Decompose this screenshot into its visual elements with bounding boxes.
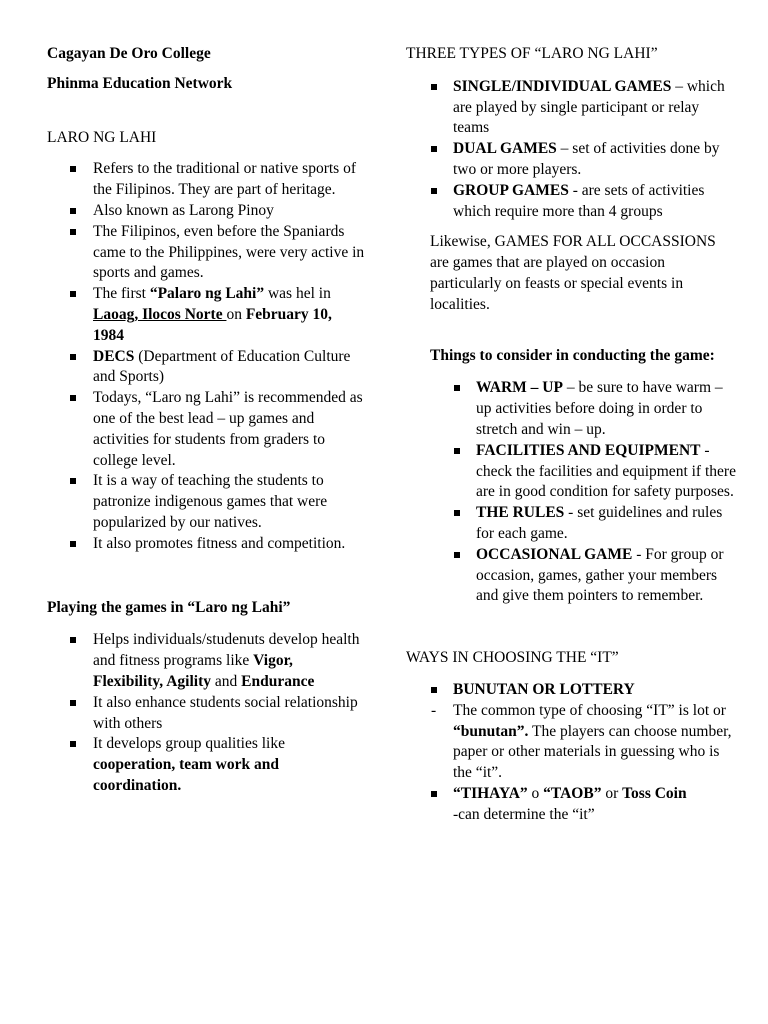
text: (Department of Education Culture and Sports) xyxy=(93,347,351,386)
three-types-list xyxy=(406,77,736,223)
bold-text: THE RULES xyxy=(476,504,565,522)
square-bullet-icon xyxy=(70,478,76,484)
text: – set of activities done by two or more players. xyxy=(453,140,720,178)
left-column xyxy=(47,0,365,797)
playing-games-list xyxy=(47,630,365,796)
bold-text: GROUP GAMES xyxy=(453,181,569,199)
bold-text: DUAL GAMES xyxy=(453,140,557,158)
list-item xyxy=(47,630,365,692)
text: Helps individuals/studenuts develop health and fitness programs like xyxy=(93,631,360,670)
bold-text: Vigor, Flexibility, Agility xyxy=(93,652,293,690)
likewise-paragraph: Likewise, GAMES FOR ALL OCCASSIONS are games that are played on occasion particularly on feasts or special events in localities. xyxy=(430,233,716,313)
bold-text: SINGLE/INDIVIDUAL GAMES xyxy=(453,77,672,95)
bold-text: DECS xyxy=(93,347,135,365)
text: It develops group qualities like xyxy=(93,735,285,753)
text: The Filipinos, even before the Spaniards came to the Philippines, were very active in sports and games. xyxy=(93,222,365,282)
section-heading-ways-choosing-it: WAYS IN CHOOSING THE “IT” xyxy=(406,649,619,667)
text: - are sets of activities which require more than 4 groups xyxy=(453,181,705,220)
square-bullet-icon xyxy=(70,395,76,401)
list-item xyxy=(47,693,365,735)
square-bullet-icon xyxy=(431,188,437,194)
text: The first xyxy=(93,285,150,303)
text: The common type of choosing “IT” is lot or xyxy=(453,701,726,719)
college-name: Cagayan De Oro College xyxy=(47,45,211,62)
text: Todays, “Laro ng Lahi” is recommended as one of the best lead – up games and activities for students from graders to college level. xyxy=(93,389,363,469)
text: was hel in xyxy=(264,285,331,303)
square-bullet-icon xyxy=(70,541,76,547)
bold-text: OCCASIONAL GAME xyxy=(476,545,633,563)
list-item xyxy=(47,388,365,471)
square-bullet-icon xyxy=(70,291,76,297)
section-heading-laro-ng-lahi: LARO NG LAHI xyxy=(47,128,157,146)
square-bullet-icon xyxy=(70,229,76,235)
section-heading-three-types: THREE TYPES OF “LARO NG LAHI” xyxy=(406,45,658,62)
list-item xyxy=(406,139,736,181)
list-item xyxy=(406,181,736,223)
ways-choosing-it-list xyxy=(406,680,736,826)
list-item xyxy=(47,201,365,222)
list-item xyxy=(406,378,736,440)
list-item xyxy=(406,503,736,545)
bold-text: February 10, 1984 xyxy=(93,305,332,344)
square-bullet-icon xyxy=(431,146,437,152)
section-heading-things-to-consider: Things to consider in conducting the game: xyxy=(430,346,715,364)
square-bullet-icon xyxy=(431,791,437,797)
bold-text: cooperation, team work and coordination. xyxy=(93,756,279,794)
list-item xyxy=(406,441,736,503)
bold-text: Toss Coin xyxy=(622,784,687,802)
list-item xyxy=(47,347,365,389)
list-item xyxy=(47,159,365,201)
text: – be sure to have warm – up activities before doing in order to stretch and win – up. xyxy=(476,379,723,438)
bold-text: Laoag, Ilocos Norte xyxy=(93,305,227,323)
list-item xyxy=(47,222,365,284)
list-item xyxy=(406,701,736,784)
laro-ng-lahi-list xyxy=(47,159,365,554)
bold-text: “TIHAYA” xyxy=(453,784,528,802)
square-bullet-icon xyxy=(454,552,460,558)
text: or xyxy=(601,784,623,802)
text: It also promotes fitness and competition. xyxy=(93,534,346,552)
text: It also enhance students social relationship with others xyxy=(93,693,358,732)
bold-text: Endurance xyxy=(241,672,315,690)
square-bullet-icon xyxy=(454,385,460,391)
text: and xyxy=(210,672,242,690)
text: o xyxy=(527,784,544,802)
toss-coin-note: -can determine the “it” xyxy=(453,805,595,823)
square-bullet-icon xyxy=(70,354,76,360)
list-item xyxy=(406,77,736,139)
text: - set guidelines and rules for each game. xyxy=(476,504,723,542)
list-item: BUNUTAN OR LOTTERY xyxy=(406,680,736,701)
list-item xyxy=(406,784,736,826)
square-bullet-icon xyxy=(70,741,76,747)
bold-text: “TAOB” xyxy=(543,784,602,802)
list-item xyxy=(47,734,365,796)
square-bullet-icon xyxy=(70,166,76,172)
list-item xyxy=(47,534,365,555)
text: The players can choose number, paper or other materials in guessing who is the “it”. xyxy=(453,722,732,782)
text: - check the facilities and equipment if there are in good condition for safety purposes. xyxy=(476,441,736,501)
section-heading-playing-games: Playing the games in “Laro ng Lahi” xyxy=(47,598,291,616)
text: It is a way of teaching the students to patronize indigenous games that were popularized by our natives. xyxy=(93,472,328,531)
square-bullet-icon xyxy=(454,510,460,516)
list-item xyxy=(47,471,365,533)
square-bullet-icon xyxy=(70,208,76,214)
square-bullet-icon xyxy=(431,687,437,693)
text: - For group or occasion, games, gather your members and give them pointers to remember. xyxy=(476,545,724,605)
network-name: Phinma Education Network xyxy=(47,74,233,92)
things-to-consider-list xyxy=(406,378,736,607)
bold-text: WARM – UP xyxy=(476,379,563,397)
bold-text: “bunutan”. xyxy=(453,722,529,740)
text: on xyxy=(226,305,246,323)
square-bullet-icon xyxy=(454,448,460,454)
square-bullet-icon xyxy=(70,637,76,643)
bold-text: FACILITIES AND EQUIPMENT xyxy=(476,441,701,459)
text: Also known as Larong Pinoy xyxy=(93,201,274,219)
dash-bullet: - xyxy=(431,701,437,719)
list-item xyxy=(47,284,365,346)
text: Refers to the traditional or native sports of the Filipinos. They are part of heritage. xyxy=(93,160,357,199)
text: – which are played by single participant or relay teams xyxy=(453,77,725,137)
square-bullet-icon xyxy=(431,84,437,90)
list-item xyxy=(406,545,736,607)
square-bullet-icon xyxy=(70,700,76,706)
right-column xyxy=(406,0,736,826)
bold-text: “Palaro ng Lahi” xyxy=(149,285,265,303)
